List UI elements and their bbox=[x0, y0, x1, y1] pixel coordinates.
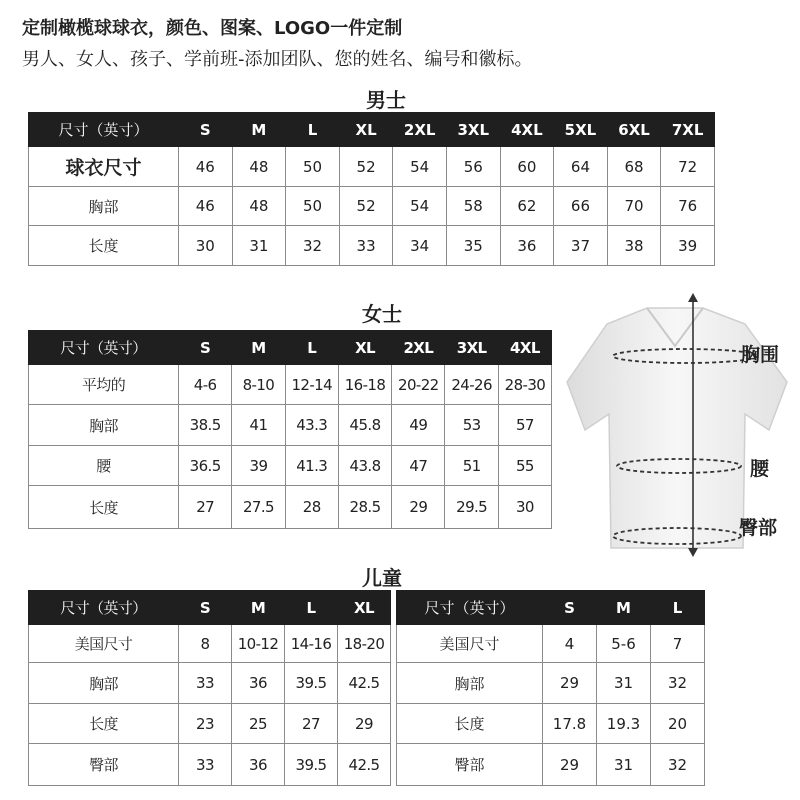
table-row bbox=[397, 744, 705, 786]
men-header-row bbox=[29, 113, 715, 147]
cell: 39 bbox=[232, 446, 285, 486]
row-label: 平均的 bbox=[29, 365, 179, 405]
cell: 20-22 bbox=[392, 365, 445, 405]
kids-left-corner-label: 尺寸（英寸） bbox=[29, 591, 179, 625]
women-size-table bbox=[28, 330, 552, 529]
cell: 32 bbox=[286, 226, 340, 266]
cell: 33 bbox=[179, 744, 232, 786]
cell: 27.5 bbox=[232, 486, 285, 529]
row-label: 胸部 bbox=[29, 405, 179, 446]
cell: 41 bbox=[232, 405, 285, 446]
women-size-l: L bbox=[285, 331, 338, 365]
row-label: 球衣尺寸 bbox=[29, 147, 179, 187]
row-label: 腰 bbox=[29, 446, 179, 486]
promo-subtitle: 男人、女人、孩子、学前班-添加团队、您的姓名、编号和徽标。 bbox=[22, 49, 533, 70]
men-corner-label: 尺寸（英寸） bbox=[29, 113, 179, 147]
kids-left-size-xl: XL bbox=[338, 591, 391, 625]
row-label: 胸部 bbox=[397, 663, 543, 704]
cell: 49 bbox=[392, 405, 445, 446]
cell: 58 bbox=[446, 187, 500, 226]
cell: 36 bbox=[232, 744, 285, 786]
cell: 32 bbox=[651, 663, 705, 704]
cell: 39.5 bbox=[285, 744, 338, 786]
table-row bbox=[29, 625, 391, 663]
cell: 30 bbox=[179, 226, 233, 266]
table-row bbox=[29, 744, 391, 786]
cell: 57 bbox=[498, 405, 551, 446]
cell: 52 bbox=[339, 147, 393, 187]
cell: 38 bbox=[607, 226, 661, 266]
cell: 10-12 bbox=[232, 625, 285, 663]
kids-right-size-l: L bbox=[651, 591, 705, 625]
cell: 7 bbox=[651, 625, 705, 663]
kids-left-size-s: S bbox=[179, 591, 232, 625]
women-size-4xl: 4XL bbox=[498, 331, 551, 365]
cell: 29 bbox=[543, 744, 597, 786]
cell: 60 bbox=[500, 147, 554, 187]
men-size-s: S bbox=[179, 113, 233, 147]
cell: 29.5 bbox=[445, 486, 498, 529]
cell: 36.5 bbox=[179, 446, 232, 486]
cell: 36 bbox=[232, 663, 285, 704]
cell: 29 bbox=[338, 704, 391, 744]
cell: 24-26 bbox=[445, 365, 498, 405]
cell: 42.5 bbox=[338, 663, 391, 704]
kids-size-table-right bbox=[396, 590, 705, 786]
cell: 20 bbox=[651, 704, 705, 744]
cell: 12-14 bbox=[285, 365, 338, 405]
cell: 46 bbox=[179, 147, 233, 187]
men-size-4xl: 4XL bbox=[500, 113, 554, 147]
table-row bbox=[29, 226, 715, 266]
women-size-2xl: 2XL bbox=[392, 331, 445, 365]
cell: 45.8 bbox=[338, 405, 391, 446]
men-size-table bbox=[28, 112, 715, 266]
men-size-m: M bbox=[232, 113, 286, 147]
row-label: 美国尺寸 bbox=[397, 625, 543, 663]
table-row bbox=[29, 486, 552, 529]
cell: 55 bbox=[498, 446, 551, 486]
cell: 14-16 bbox=[285, 625, 338, 663]
cell: 28.5 bbox=[338, 486, 391, 529]
cell: 43.8 bbox=[338, 446, 391, 486]
men-size-6xl: 6XL bbox=[607, 113, 661, 147]
table-row bbox=[29, 704, 391, 744]
cell: 39 bbox=[661, 226, 715, 266]
cell: 29 bbox=[392, 486, 445, 529]
cell: 33 bbox=[179, 663, 232, 704]
women-size-3xl: 3XL bbox=[445, 331, 498, 365]
cell: 27 bbox=[285, 704, 338, 744]
cell: 28 bbox=[285, 486, 338, 529]
cell: 16-18 bbox=[338, 365, 391, 405]
cell: 70 bbox=[607, 187, 661, 226]
cell: 18-20 bbox=[338, 625, 391, 663]
row-label: 臀部 bbox=[29, 744, 179, 786]
cell: 35 bbox=[446, 226, 500, 266]
row-label: 长度 bbox=[29, 704, 179, 744]
kids-right-corner-label: 尺寸（英寸） bbox=[397, 591, 543, 625]
row-label: 长度 bbox=[29, 226, 179, 266]
cell: 41.3 bbox=[285, 446, 338, 486]
cell: 28-30 bbox=[498, 365, 551, 405]
hip-measure-label: 臀部 bbox=[739, 517, 778, 539]
cell: 56 bbox=[446, 147, 500, 187]
cell: 52 bbox=[339, 187, 393, 226]
cell: 8-10 bbox=[232, 365, 285, 405]
row-label: 长度 bbox=[29, 486, 179, 529]
cell: 32 bbox=[651, 744, 705, 786]
kids-left-size-l: L bbox=[285, 591, 338, 625]
women-size-s: S bbox=[179, 331, 232, 365]
cell: 42.5 bbox=[338, 744, 391, 786]
cell: 37 bbox=[554, 226, 608, 266]
cell: 50 bbox=[286, 187, 340, 226]
cell: 33 bbox=[339, 226, 393, 266]
cell: 36 bbox=[500, 226, 554, 266]
cell: 48 bbox=[232, 187, 286, 226]
cell: 51 bbox=[445, 446, 498, 486]
women-corner-label: 尺寸（英寸） bbox=[29, 331, 179, 365]
row-label: 胸部 bbox=[29, 663, 179, 704]
table-row bbox=[29, 446, 552, 486]
cell: 54 bbox=[393, 147, 447, 187]
kids-left-header-row bbox=[29, 591, 391, 625]
kids-size-table-left bbox=[28, 590, 391, 786]
cell: 43.3 bbox=[285, 405, 338, 446]
cell: 23 bbox=[179, 704, 232, 744]
cell: 25 bbox=[232, 704, 285, 744]
waist-measure-label: 腰 bbox=[750, 458, 770, 480]
cell: 34 bbox=[393, 226, 447, 266]
kids-right-header-row bbox=[397, 591, 705, 625]
cell: 72 bbox=[661, 147, 715, 187]
women-size-m: M bbox=[232, 331, 285, 365]
table-row bbox=[29, 663, 391, 704]
cell: 5-6 bbox=[597, 625, 651, 663]
table-row bbox=[397, 663, 705, 704]
women-size-xl: XL bbox=[338, 331, 391, 365]
cell: 30 bbox=[498, 486, 551, 529]
cell: 4-6 bbox=[179, 365, 232, 405]
men-section-title: 男士 bbox=[366, 88, 406, 112]
cell: 48 bbox=[232, 147, 286, 187]
cell: 4 bbox=[543, 625, 597, 663]
cell: 19.3 bbox=[597, 704, 651, 744]
table-row bbox=[397, 625, 705, 663]
men-size-3xl: 3XL bbox=[446, 113, 500, 147]
cell: 8 bbox=[179, 625, 232, 663]
women-header-row bbox=[29, 331, 552, 365]
kids-section-title: 儿童 bbox=[362, 566, 402, 590]
men-size-xl: XL bbox=[339, 113, 393, 147]
women-section-title: 女士 bbox=[362, 302, 402, 326]
promo-title: 定制橄榄球球衣，颜色、图案、LOGO一件定制 bbox=[22, 18, 403, 39]
cell: 46 bbox=[179, 187, 233, 226]
table-row bbox=[29, 187, 715, 226]
row-label: 美国尺寸 bbox=[29, 625, 179, 663]
row-label: 胸部 bbox=[29, 187, 179, 226]
cell: 39.5 bbox=[285, 663, 338, 704]
cell: 38.5 bbox=[179, 405, 232, 446]
table-row bbox=[29, 405, 552, 446]
cell: 54 bbox=[393, 187, 447, 226]
cell: 62 bbox=[500, 187, 554, 226]
table-row bbox=[29, 147, 715, 187]
cell: 29 bbox=[543, 663, 597, 704]
cell: 68 bbox=[607, 147, 661, 187]
chest-measure-label: 胸围 bbox=[741, 344, 780, 366]
cell: 66 bbox=[554, 187, 608, 226]
cell: 53 bbox=[445, 405, 498, 446]
cell: 50 bbox=[286, 147, 340, 187]
cell: 27 bbox=[179, 486, 232, 529]
kids-right-size-m: M bbox=[597, 591, 651, 625]
cell: 31 bbox=[597, 744, 651, 786]
row-label: 长度 bbox=[397, 704, 543, 744]
men-size-2xl: 2XL bbox=[393, 113, 447, 147]
table-row bbox=[29, 365, 552, 405]
men-size-5xl: 5XL bbox=[554, 113, 608, 147]
cell: 76 bbox=[661, 187, 715, 226]
cell: 31 bbox=[232, 226, 286, 266]
cell: 31 bbox=[597, 663, 651, 704]
men-size-7xl: 7XL bbox=[661, 113, 715, 147]
kids-right-size-s: S bbox=[543, 591, 597, 625]
men-size-l: L bbox=[286, 113, 340, 147]
cell: 64 bbox=[554, 147, 608, 187]
cell: 47 bbox=[392, 446, 445, 486]
table-row bbox=[397, 704, 705, 744]
kids-left-size-m: M bbox=[232, 591, 285, 625]
row-label: 臀部 bbox=[397, 744, 543, 786]
cell: 17.8 bbox=[543, 704, 597, 744]
